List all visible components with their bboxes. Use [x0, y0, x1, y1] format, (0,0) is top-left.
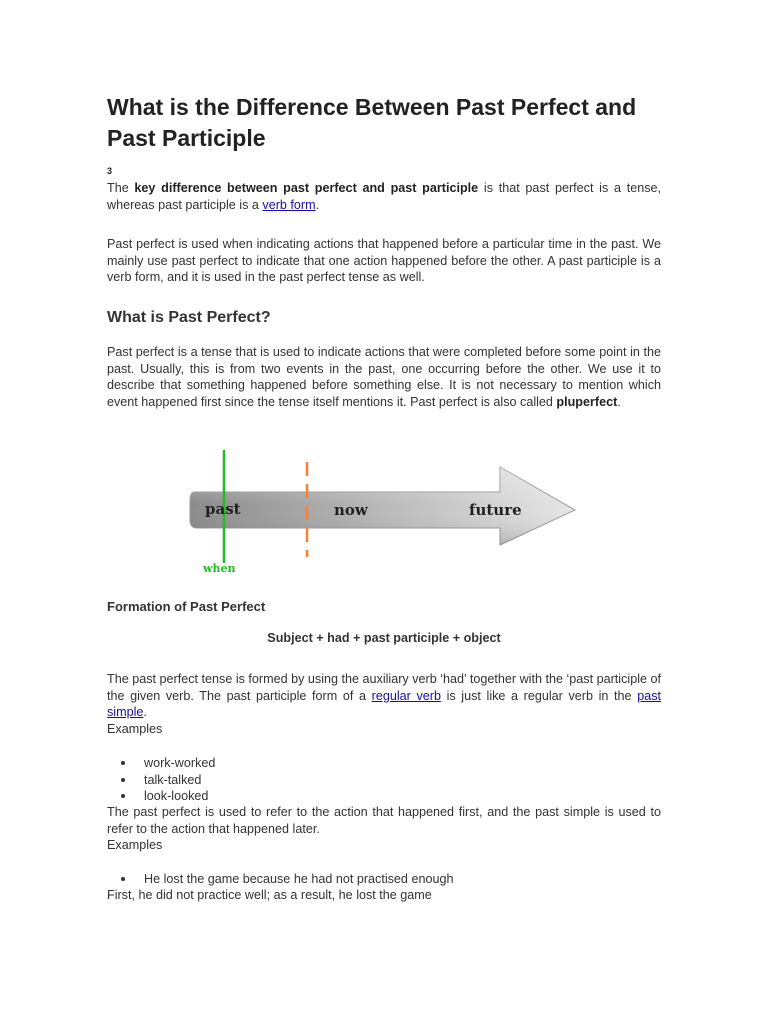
usage-text: The past perfect is used to refer to the action that happened first, and the past simple is used to refer to the action that happened later.: [107, 805, 661, 836]
intro-suffix: .: [315, 197, 320, 212]
examples-label: Examples: [107, 721, 163, 736]
intro-paragraph: [107, 180, 661, 213]
formation-text-suffix: .: [143, 705, 147, 719]
pluperfect-term: pluperfect: [556, 394, 618, 409]
footnote-mark: 3: [107, 166, 113, 176]
formation-formula: Subject + had + past participle + object: [267, 631, 501, 645]
formation-text-middle: is just like a regular verb in the: [440, 688, 638, 703]
usage-paragraph: [107, 804, 661, 854]
timeline-label-when: when: [203, 562, 236, 575]
timeline-label-past: past: [205, 500, 241, 518]
past-perfect-text: Past perfect is a tense that is used to indicate actions that were completed before some point in the past. Usually, this is from two events in the past, one occurring before the other. We use it to describe that something happened before something else. It is not necessary to mention which event happened first since the tense itself mentions it. Past perfect is also called: [107, 345, 661, 409]
overview-paragraph: Past perfect is used when indicating actions that happened before a particular time in the past. We mainly use past perfect to indicate that one action happened before the other. A past participle is a verb form, and it is used in the past perfect tense as well.: [107, 237, 661, 284]
timeline-label-future: future: [469, 501, 522, 519]
timeline-diagram: [185, 445, 585, 575]
formation-text: The past perfect tense is formed by using the auxiliary verb ‘had’ together with the ‘past participle of the given verb. The past participle form of a: [107, 672, 661, 703]
intro-prefix: The: [107, 181, 135, 195]
examples-list-2: [107, 871, 453, 888]
regular-verb-link[interactable]: regular verb: [371, 688, 441, 703]
intro-bold: key difference between past perfect and past participle: [134, 181, 479, 195]
list-item: look-looked: [107, 788, 215, 805]
past-perfect-suffix: .: [617, 394, 621, 409]
section-heading-past-perfect: What is Past Perfect?: [107, 309, 271, 326]
formation-paragraph: [107, 671, 661, 737]
page-title: What is the Difference Between Past Perfect and Past Participle: [107, 94, 637, 151]
timeline-label-now: now: [334, 501, 368, 519]
list-item: talk-talked: [107, 772, 215, 789]
list-item: He lost the game because he had not practised enough: [107, 871, 453, 888]
past-perfect-paragraph: [107, 344, 661, 410]
closing-paragraph: First, he did not practice well; as a result, he lost the game: [107, 888, 432, 902]
examples-label-2: Examples: [107, 838, 163, 852]
intro-middle: is that past perfect is a tense, whereas past participle is a: [107, 181, 662, 212]
verb-form-link[interactable]: verb form: [262, 197, 316, 212]
list-item: work-worked: [107, 755, 215, 772]
past-simple-link[interactable]: past simple: [107, 688, 661, 719]
examples-list: [107, 755, 215, 805]
formation-heading: Formation of Past Perfect: [107, 599, 266, 614]
